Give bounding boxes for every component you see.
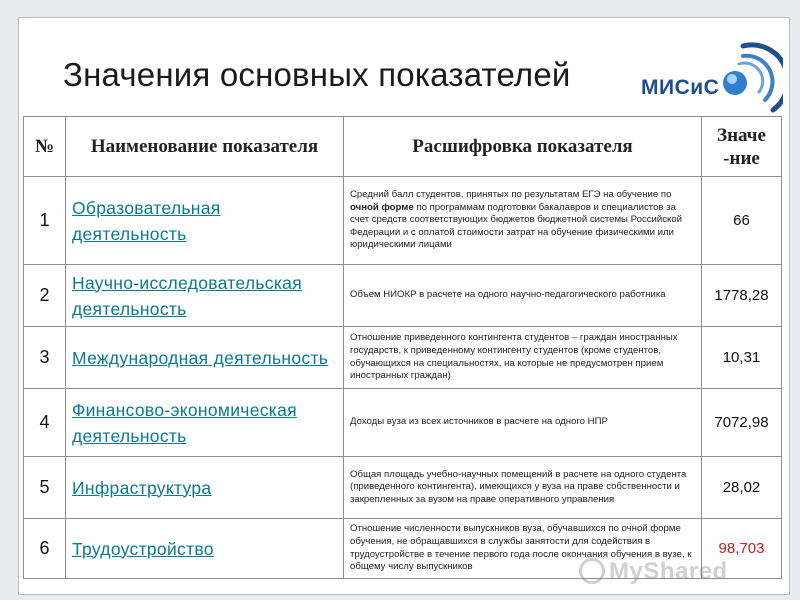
indicators-table [23,116,782,579]
table-row [24,265,782,327]
row-num: 6 [24,519,66,579]
row-value: 7072,98 [702,389,782,457]
logo-text: МИСиС [641,76,720,99]
row-value: 98,703 [702,519,782,579]
row-name [66,389,344,457]
page-title: Значения основных показателей [63,56,571,93]
indicator-link-education[interactable]: Образовательная деятельность [72,197,221,244]
table-row [24,389,782,457]
slide [18,17,790,595]
row-name [66,327,344,389]
indicator-link-infrastructure[interactable]: Инфраструктура [72,477,212,498]
row-name [66,265,344,327]
row-num: 2 [24,265,66,327]
row-desc: Отношение численности выпускников вуза, обучавшихся по очной форме обучения, не обращавшихся в службы занятости для содействия в трудоустройстве в течение первого года после окончания обучения в вузе, к общему числу выпускников [344,519,702,579]
table-header-row [24,117,782,177]
header-name: Наименование показателя [66,117,344,177]
row-value: 10,31 [702,327,782,389]
row-value: 1778,28 [702,265,782,327]
row-desc: Объем НИОКР в расчете на одного научно-педагогического работника [344,265,702,327]
indicator-link-research[interactable]: Научно-исследовательская деятельность [72,272,302,319]
row-desc: Отношение приведенного контингента студентов – граждан иностранных государств, к приведенному контингенту студентов (кроме студентов, обучающихся на специальностях, на которые не предусмотрен прием иностранных граждан) [344,327,702,389]
header-desc: Расшифровка показателя [344,117,702,177]
watermark-icon [579,558,605,584]
row-desc [344,177,702,265]
row-name [66,457,344,519]
misis-logo [641,38,781,128]
row-num: 1 [24,177,66,265]
row-desc: Доходы вуза из всех источников в расчете на одного НПР [344,389,702,457]
row-value: 28,02 [702,457,782,519]
row-value: 66 [702,177,782,265]
row-name [66,519,344,579]
watermark: MyShared [609,558,728,585]
row-num: 3 [24,327,66,389]
header-value: Значе -ние [702,117,782,177]
row-desc-bold: очной форме [350,201,414,213]
indicator-link-international[interactable]: Международная деятельность [72,347,329,368]
row-name [66,177,344,265]
table-row [24,327,782,389]
row-num: 5 [24,457,66,519]
row-desc-post: по программам подготовки бакалавров и специалистов за счет средств соответствующих бюджетов бюджетной системы Российской Федерации и с оплатой стоимости затрат на обучение физическими или юридическими лицами [350,201,683,251]
indicator-link-finance[interactable]: Финансово-экономическая деятельность [72,399,297,446]
table-row [24,177,782,265]
indicator-link-employment[interactable]: Трудоустройство [72,538,214,559]
logo-rings-icon [703,38,783,128]
row-desc: Общая площадь учебно-научных помещений в расчете на одного студента (приведенного контингента), имеющихся у вуза на праве собственности и закрепленных за вузом на праве оперативного управления [344,457,702,519]
row-num: 4 [24,389,66,457]
header-num: № [24,117,66,177]
table-row [24,457,782,519]
row-desc-pre: Средний балл студентов, принятых по результатам ЕГЭ на обучение по [350,189,672,201]
